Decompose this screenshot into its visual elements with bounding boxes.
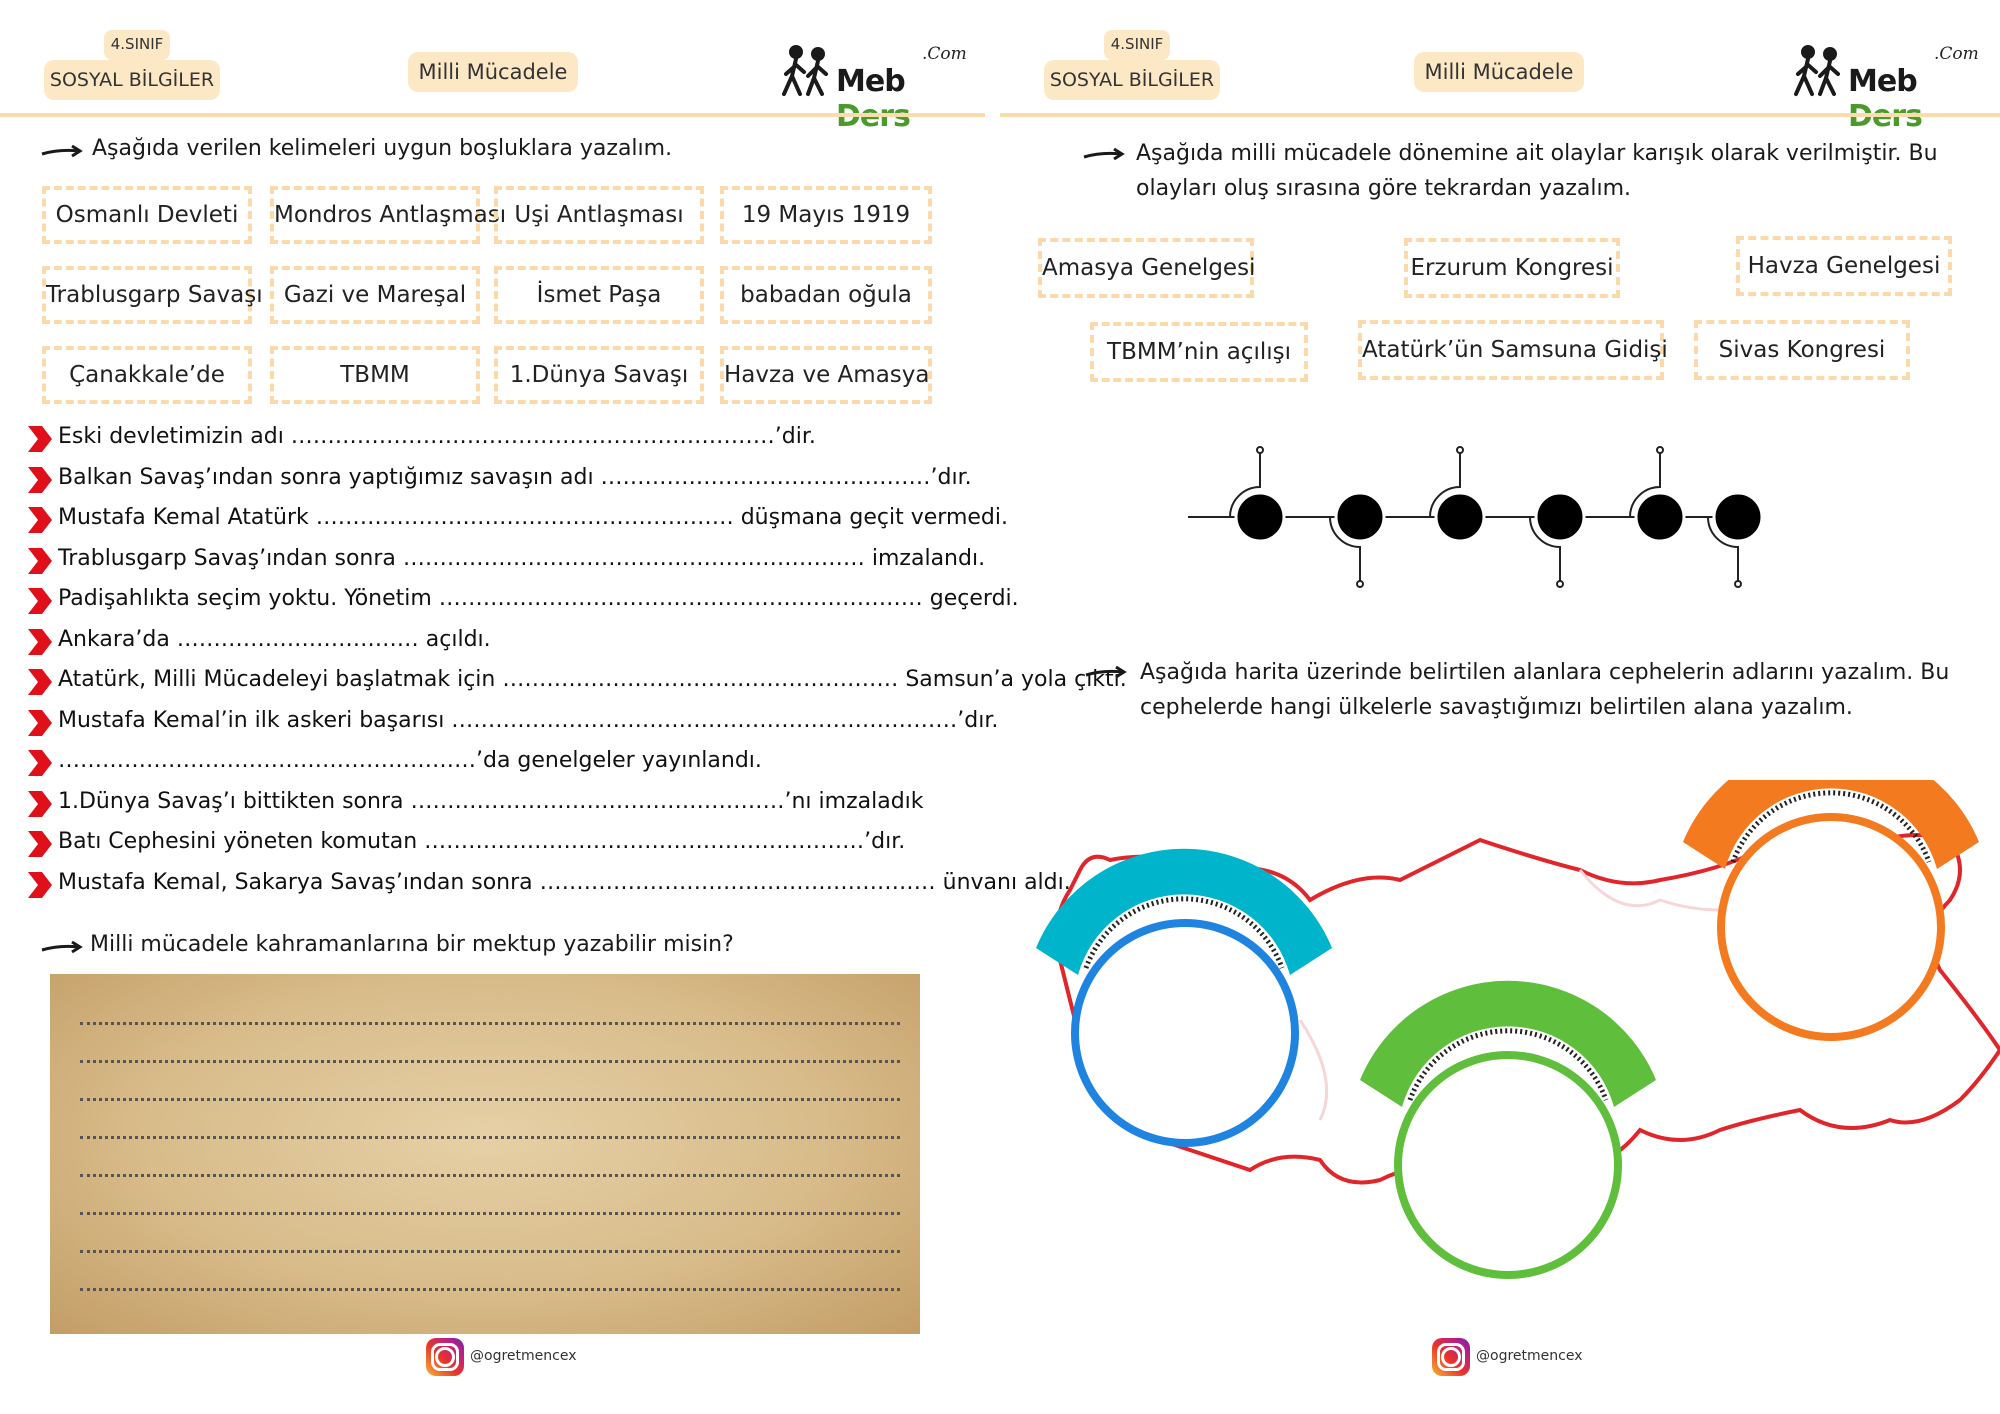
writing-line[interactable] [80, 1212, 900, 1215]
word-box: Havza ve Amasya [720, 346, 932, 404]
word-box: Trablusgarp Savaşı [42, 266, 252, 324]
sentence-item[interactable]: Mustafa Kemal’in ilk askeri başarısı ……………………………………………………………’dır. [58, 707, 999, 733]
writing-line[interactable] [80, 1060, 900, 1063]
word-box: Gazi ve Mareşal [270, 266, 480, 324]
grade-label: 4.SINIF [104, 30, 170, 60]
chevron-right-icon [28, 791, 52, 817]
mebders-logo [778, 44, 967, 106]
header-divider [0, 113, 985, 117]
instagram-icon [1432, 1338, 1470, 1376]
sentence-item[interactable]: 1.Dünya Savaş’ı bittikten sonra ……………………………………………’nı imzaladık [58, 788, 924, 814]
event-box: Atatürk’ün Samsuna Gidişi [1358, 320, 1664, 380]
page-title: Milli Mücadele [408, 52, 578, 92]
events-instruction-line1: Aşağıda milli mücadele dönemine ait olaylar karışık olarak verilmiştir. Bu [1136, 141, 1938, 166]
chevron-right-icon [28, 831, 52, 857]
word-box: Osmanlı Devleti [42, 186, 252, 244]
event-box: Erzurum Kongresi [1404, 238, 1620, 298]
hikers-icon [1790, 44, 1846, 100]
grade-label: 4.SINIF [1104, 30, 1170, 60]
west-front-marker[interactable] [1036, 849, 1332, 1143]
timeline [1180, 440, 1780, 590]
sentence-item[interactable]: Batı Cephesini yöneten komutan ……………………………………………………’dır. [58, 829, 906, 854]
letter-paper[interactable] [50, 974, 920, 1334]
right-page [1000, 0, 2000, 1414]
event-box: TBMM’nin açılışı [1090, 322, 1308, 382]
writing-line[interactable] [80, 1136, 900, 1139]
instagram-icon [426, 1338, 464, 1376]
event-box: Havza Genelgesi [1736, 236, 1952, 296]
sentence-item[interactable]: …………………………………………………’da genelgeler yayınlandı. [58, 748, 762, 773]
subject-label: SOSYAL BİLGİLER [44, 60, 220, 100]
hikers-icon [778, 44, 834, 100]
chevron-right-icon [28, 426, 52, 452]
instagram-handle: @ogretmencex [1476, 1348, 1583, 1364]
word-box: 19 Mayıs 1919 [720, 186, 932, 244]
writing-line[interactable] [80, 1098, 900, 1101]
writing-line[interactable] [80, 1250, 900, 1253]
chevron-right-icon [28, 629, 52, 655]
chevron-right-icon [28, 710, 52, 736]
sentence-item[interactable]: Ankara’da …………………………… açıldı. [58, 626, 491, 652]
arrow-icon [40, 143, 84, 159]
section1-instruction: Aşağıda verilen kelimeleri uygun boşluklara yazalım. [92, 136, 673, 161]
instagram-handle: @ogretmencex [470, 1348, 577, 1364]
chevron-right-icon [28, 588, 52, 614]
event-box: Amasya Genelgesi [1038, 238, 1254, 298]
word-box: İsmet Paşa [494, 266, 704, 324]
chevron-right-icon [28, 669, 52, 695]
sentence-item[interactable]: Padişahlıkta seçim yoktu. Yönetim ………………………………………………………… geçerdi. [58, 586, 1019, 611]
word-box: Çanakkale’de [42, 346, 252, 404]
east-front-marker[interactable] [1683, 780, 1979, 1037]
logo-com: .Com [1934, 44, 1979, 64]
sentence-item[interactable]: Mustafa Kemal, Sakarya Savaş’ından sonra ……………………………………………… ünvanı aldı. [58, 869, 1071, 895]
word-box: TBMM [270, 346, 480, 404]
event-box: Sivas Kongresi [1694, 320, 1910, 380]
writing-line[interactable] [80, 1288, 900, 1291]
writing-line[interactable] [80, 1174, 900, 1177]
page-title: Milli Mücadele [1414, 52, 1584, 92]
turkey-map [1020, 780, 2000, 1280]
sentence-item[interactable]: Mustafa Kemal Atatürk ………………………………………………… düşmana geçit vermedi. [58, 505, 1008, 530]
writing-line[interactable] [80, 1022, 900, 1025]
chevron-right-icon [28, 872, 52, 898]
word-box: babadan oğula [720, 266, 932, 324]
map-instruction-line2: cephelerde hangi ülkelerle savaştığımızı belirtilen alana yazalım. [1140, 695, 1853, 720]
chevron-right-icon [28, 467, 52, 493]
logo-com: .Com [922, 44, 967, 64]
south-front-marker[interactable] [1360, 981, 1656, 1275]
word-box: Mondros Antlaşması [270, 186, 480, 244]
section2-instruction: Milli mücadele kahramanlarına bir mektup yazabilir misin? [90, 932, 734, 957]
logo-text: Meb [1848, 64, 1917, 99]
sentence-item[interactable]: Balkan Savaş’ından sonra yaptığımız savaşın adı ………………………………………’dır. [58, 464, 972, 490]
chevron-right-icon [28, 548, 52, 574]
map-instruction-line1: Aşağıda harita üzerinde belirtilen alanlara cephelerin adlarını yazalım. Bu [1140, 660, 1950, 685]
sentence-item[interactable]: Trablusgarp Savaş’ından sonra ……………………………………………………… imzalandı. [58, 545, 986, 571]
chevron-right-icon [28, 750, 52, 776]
arrow-icon [40, 939, 84, 955]
chevron-right-icon [28, 507, 52, 533]
word-box: 1.Dünya Savaşı [494, 346, 704, 404]
header-divider [1000, 113, 2000, 117]
subject-label: SOSYAL BİLGİLER [1044, 60, 1220, 100]
sentence-item[interactable]: Atatürk, Milli Mücadeleyi başlatmak için ……………………………………………… Samsun’a yola çıktı. [58, 667, 1127, 692]
arrow-icon [1084, 664, 1128, 680]
arrow-icon [1082, 146, 1126, 162]
word-box: Uşi Antlaşması [494, 186, 704, 244]
logo-text: Meb [836, 64, 905, 99]
events-instruction-line2: olayları oluş sırasına göre tekrardan yazalım. [1136, 176, 1632, 201]
sentence-item[interactable]: Eski devletimizin adı …………………………………………………………’dir. [58, 424, 816, 449]
mebders-logo [1790, 44, 1979, 106]
